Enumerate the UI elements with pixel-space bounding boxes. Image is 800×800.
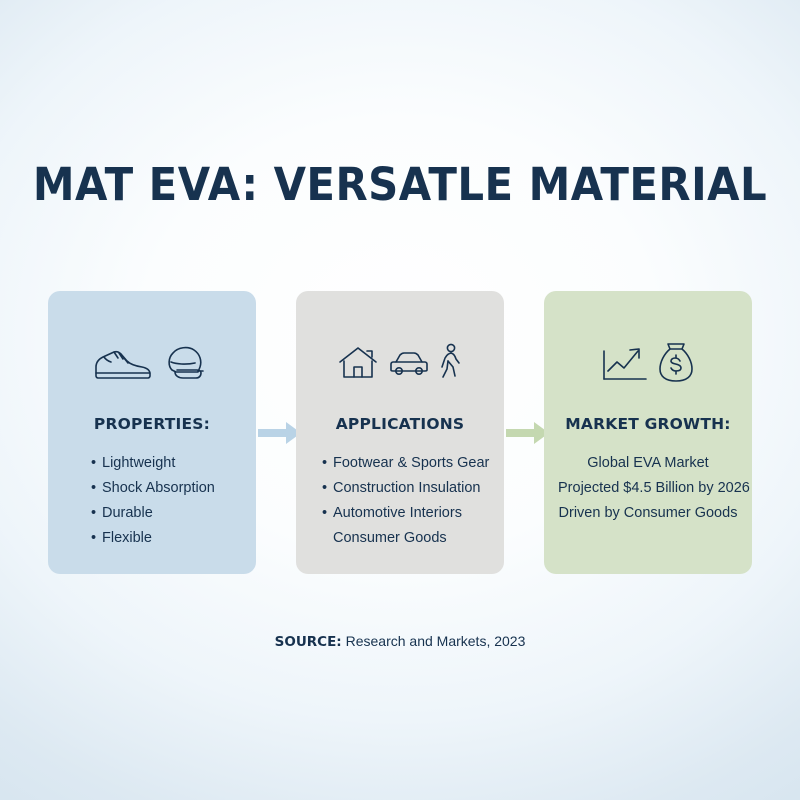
list-item-label: Construction Insulation xyxy=(333,480,481,496)
source-note xyxy=(0,633,800,650)
list-item: • Lightweight xyxy=(91,455,176,471)
list-item-label: Automotive Interiors xyxy=(333,505,462,521)
list-item: • Flexible xyxy=(91,530,152,546)
page-title: MAT EVA: VERSATLE MATERIAL xyxy=(32,158,768,211)
sneaker-icon xyxy=(92,340,154,386)
growth-arrow-chart-icon xyxy=(600,339,654,387)
card-properties xyxy=(48,291,256,574)
walking-person-icon xyxy=(434,341,464,385)
card-properties-heading: PROPERTIES: xyxy=(93,415,211,433)
market-growth-line: Global EVA Market xyxy=(587,455,709,471)
list-item: • Durable xyxy=(91,505,153,521)
money-bag-icon xyxy=(656,339,696,387)
card-applications-icons xyxy=(296,325,504,401)
market-growth-line: Driven by Consumer Goods xyxy=(558,505,738,521)
list-item xyxy=(322,526,490,551)
card-properties-body xyxy=(62,451,242,551)
applications-list xyxy=(310,451,490,551)
list-item-label: Durable xyxy=(102,505,153,521)
list-item: • Construction Insulation xyxy=(322,480,481,496)
cards-row xyxy=(48,291,752,574)
list-item: • Footwear & Sports Gear xyxy=(322,455,490,471)
list-item-label: Shock Absorption xyxy=(102,480,215,496)
market-growth-lines xyxy=(558,451,750,526)
card-applications xyxy=(296,291,504,574)
card-market-growth xyxy=(544,291,752,574)
market-growth-line: Projected $4.5 Billion by 2026 xyxy=(558,480,750,496)
source-text: Research and Markets, 2023 xyxy=(345,633,526,649)
card-applications-body xyxy=(310,451,490,551)
card-market-growth-body xyxy=(558,451,750,526)
list-item-label: Consumer Goods xyxy=(333,530,447,546)
list-item: • Automotive Interiors xyxy=(322,505,462,521)
list-item-label: Footwear & Sports Gear xyxy=(333,455,490,471)
car-icon xyxy=(386,342,430,384)
card-market-growth-icons xyxy=(544,325,752,401)
football-helmet-icon xyxy=(162,340,212,386)
properties-list xyxy=(62,451,242,551)
list-item-label: Flexible xyxy=(102,530,152,546)
house-icon xyxy=(336,342,380,384)
card-properties-icons xyxy=(48,325,256,401)
card-market-growth-heading: MARKET GROWTH: xyxy=(565,415,731,433)
list-item: • Shock Absorption xyxy=(91,480,215,496)
source-label: SOURCE: xyxy=(274,634,342,650)
card-applications-heading: APPLICATIONS xyxy=(335,415,465,433)
list-item-label: Lightweight xyxy=(102,455,176,471)
